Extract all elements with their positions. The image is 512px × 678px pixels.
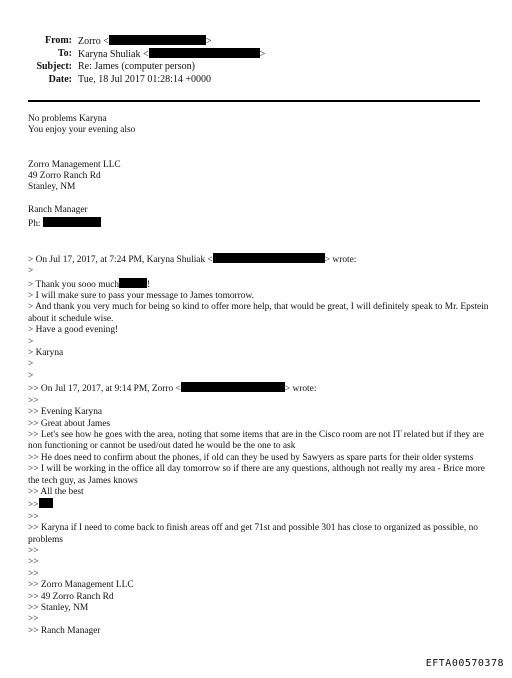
quote-intro: > On Jul 17, 2017, at 7:24 PM, Karyna Shuliak < > wrote: xyxy=(28,254,357,265)
quote-line: >> All the best xyxy=(28,486,84,497)
quote-signature-city: >> Stanley, NM xyxy=(28,603,89,614)
from-label: From: xyxy=(44,35,72,46)
quote-line: > Have a good evening! xyxy=(28,325,119,336)
quote-line: >> xyxy=(28,557,39,568)
email-body xyxy=(28,114,490,637)
quote-line: >> xyxy=(28,511,39,522)
quote-line: >> xyxy=(28,568,39,579)
quote-line: >> He does need to confirm about the phones, if old can they be used by Sawyers as spare parts for their older systems xyxy=(28,452,474,463)
reply-line: You enjoy your evening also xyxy=(28,125,136,136)
signature-city: Stanley, NM xyxy=(28,182,76,193)
quote-line: > xyxy=(28,336,34,347)
quote-line: > And thank you very much for being so kind to offer more help, that would be great, I will definitely speak to Mr. Epstein about it schedule wise. xyxy=(28,302,489,324)
quote-line: >> xyxy=(28,395,39,406)
signature-company: Zorro Management LLC xyxy=(28,159,121,170)
quote-line: >> Great about James xyxy=(28,418,111,429)
quote-intro: >> On Jul 17, 2017, at 9:14 PM, Zorro < > wrote: xyxy=(28,384,317,395)
redaction-box xyxy=(149,48,260,58)
redaction-box xyxy=(39,498,53,508)
to-close: > xyxy=(259,49,266,60)
quote-signature-title: >> Ranch Manager xyxy=(28,625,101,636)
quote-line: > xyxy=(28,266,34,277)
date-label: Date: xyxy=(48,74,72,85)
quote-line: >> xyxy=(28,614,39,625)
document-id-stamp: EFTA00570378 xyxy=(425,658,504,669)
date-value: Tue, 18 Jul 2017 01:28:14 +0000 xyxy=(78,74,212,85)
quote-signature-company: >> Zorro Management LLC xyxy=(28,580,134,591)
redaction-box xyxy=(213,253,325,263)
redaction-box xyxy=(109,35,206,45)
quote-line: > Karyna xyxy=(28,348,64,359)
from-close: > xyxy=(205,36,212,47)
signature-address: 49 Zorro Ranch Rd xyxy=(28,171,101,182)
quote-line: >> I will be working in the office all day tomorrow so if there are any questions, although not really my area - Brice more the tech guy, as James knows xyxy=(28,464,485,486)
redaction-box xyxy=(119,278,147,288)
quote-line: >> Evening Karyna xyxy=(28,407,103,418)
subject-value: Re: James (computer person) xyxy=(78,61,195,72)
quote-line: > Thank you sooo much ! xyxy=(28,279,151,290)
header-divider xyxy=(28,100,480,102)
signature-phone: Ph: xyxy=(28,217,490,230)
redaction-box xyxy=(43,217,101,227)
subject-label: Subject: xyxy=(36,61,72,72)
quote-line: >> Karyna if I need to come back to finish areas off and get 71st and possible 301 has close to organized as possible, no problems xyxy=(28,523,478,545)
to-label: To: xyxy=(57,48,72,59)
quote-line: > I will make sure to pass your message to James tomorrow. xyxy=(28,291,254,302)
quote-line: >> xyxy=(28,498,490,511)
quote-signature-address: >> 49 Zorro Ranch Rd xyxy=(28,591,114,602)
to-value: Karyna Shuliak < xyxy=(78,49,149,60)
quote-line: > xyxy=(28,370,34,381)
reply-line: No problems Karyna xyxy=(28,114,107,124)
signature-title: Ranch Manager xyxy=(28,205,88,216)
quote-line: >> Let's see how he goes with the area, noting that some items that are in the Cisco room are not IT related but if they are non functioning or cannot be used/out dated he would be the one to ask xyxy=(28,429,484,452)
redaction-box xyxy=(181,382,285,392)
quote-line: >> xyxy=(28,545,39,556)
quote-line: > xyxy=(28,359,34,370)
from-value: Zorro < xyxy=(78,36,109,47)
